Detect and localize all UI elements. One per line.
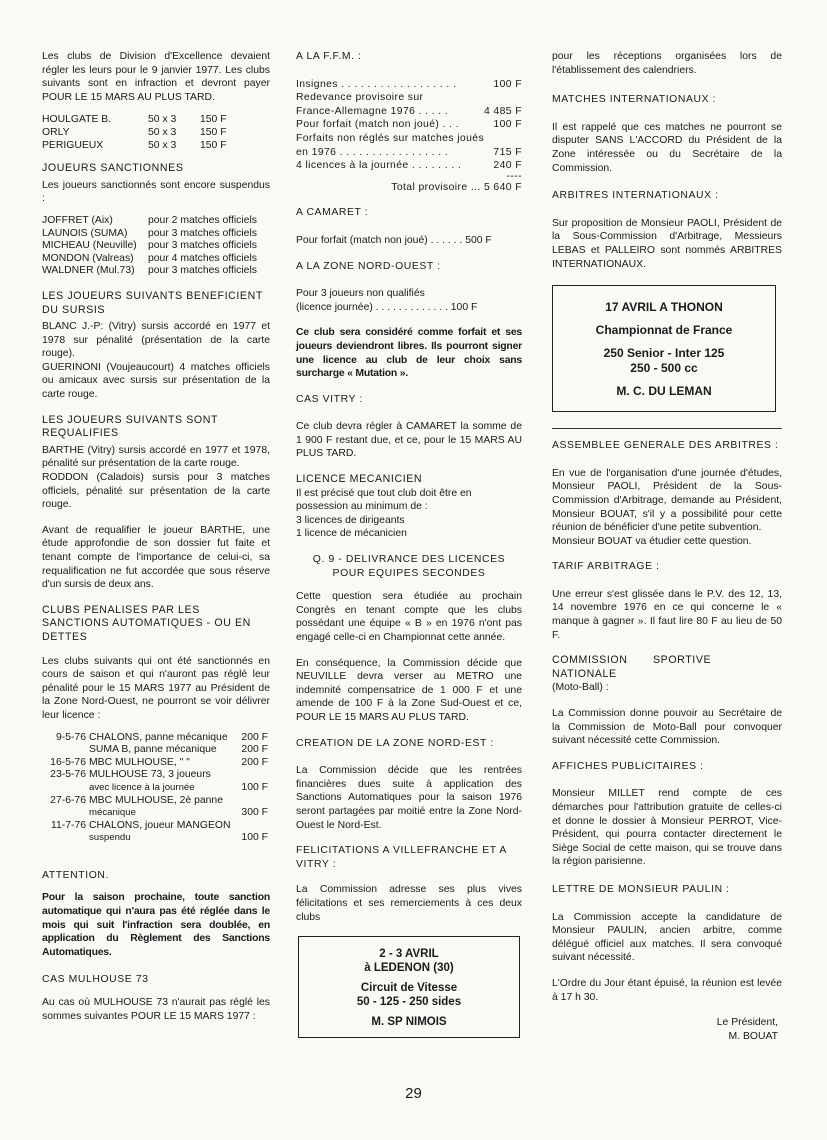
ffm-line-amount: 100 F [493, 119, 522, 131]
list-item [296, 78, 522, 92]
q9-paragraph-2: En conséquence, la Commission décide que NEUVILLE devra verser au METRO une indemnité compensatrice de 1 000 F et une amende de 100 F à la Zone Sud-Ouest et ce, POUR LE 15 MARS AU PLUS TARD. [296, 657, 522, 723]
penal-intro: Les clubs suivants qui ont été sanctionnés en cours de saison et qui n'auront pas réglé leur pénalité pour le 15 MARS 1977 au Président de la Zone Nord-Ouest, ne pourront se voir délivrer leur licence : [42, 655, 270, 721]
table-row [42, 820, 268, 833]
table-row [42, 215, 257, 228]
event-box-ledenon [298, 936, 520, 1038]
ffm-line-label: 4 licences à la journée . . . . . . . . [296, 160, 462, 172]
fine-club: ORLY [42, 126, 70, 138]
table-row [42, 253, 257, 266]
camaret-heading: A CAMARET : [296, 207, 369, 219]
table-row [42, 140, 242, 153]
penalty-amount: 300 F [241, 807, 268, 819]
ffm-line-label: Redevance provisoire sur [296, 92, 424, 104]
penalty-desc: SUMA B, panne mécanique [89, 744, 217, 756]
vitry-heading: CAS VITRY : [296, 393, 363, 405]
table-row [42, 757, 268, 770]
list-item [296, 91, 522, 105]
requal-paragraph-3: Avant de requalifier le joueur BARTHE, une étude approfondie de son dossier fut faite et tenant compte de l'importance de celui-ci, sa requalification ne fut accordée que sous réserve d'un sursis de deux ans. [42, 524, 270, 591]
signature [552, 1016, 782, 1043]
meca-line-1: Il est précisé que tout club doit être en possession au minimum de : [296, 487, 472, 513]
csn-heading [552, 654, 782, 681]
fine-amount: 150 F [200, 126, 227, 138]
creation-paragraph: La Commission décide que les rentrées financières dues suite à application des Sanctions Automatiques pour la saison 1976 seront partagées par moitié entre la Zone Nord-Ouest le Nord-Est. [296, 765, 522, 831]
table-row [42, 240, 257, 253]
penalty-date [42, 807, 89, 820]
intl-heading: MATCHES INTERNATIONAUX : [552, 94, 717, 106]
ffm-total-rule: ---- [506, 170, 522, 182]
arb-heading: ARBITRES INTERNATIONAUX : [552, 190, 719, 202]
requal-heading: LES JOUEURS SUIVANTS SONT REQUALIFIES [42, 413, 218, 440]
forfait-paragraph: Ce club sera considéré comme forfait et ses joueurs deviendront libres. Ils pourront signer une licence au club de leur choix sans surcharge « Mutation ». [296, 327, 522, 380]
ffm-line-label: Insignes . . . . . . . . . . . . . . . . . . [296, 78, 457, 90]
ffm-lines [296, 78, 522, 195]
sanction-player: JOFFRET (Aix) [42, 214, 113, 226]
penalty-desc: CHALONS, joueur MANGEON [89, 819, 231, 831]
aff-paragraph: Monsieur MILLET rend compte de ces démarches pour l'attribution gratuite de celles-ci et donne le dossier à Monsieur PERROT, Vice-Président, qui pourra contacter directement le Siège Social de cette maison, qui se trouve dans la région parisienne. [552, 788, 782, 868]
event-classes: 250 Senior - Inter 125 [603, 346, 725, 361]
arb-paragraph: Sur proposition de Monsieur PAOLI, Président de la Sous-Commission d'Arbitrage, Messieurs LEBAS et PALLEIRO sont nommés ARBITRES INTERNATIONAUX. [552, 217, 782, 270]
list-item [296, 105, 522, 119]
penalty-amount: 100 F [241, 781, 268, 793]
fine-club: PERIGUEUX [42, 139, 104, 151]
ffm-total: Total provisoire ... 5 640 F [391, 181, 522, 193]
meca-line-3: 1 licence de mécanicien [296, 528, 407, 540]
penalty-desc: MBC MULHOUSE, " " [89, 756, 190, 768]
event-date: 2 - 3 AVRIL [379, 948, 439, 961]
sanctions-table [42, 215, 257, 278]
list-item [296, 159, 522, 173]
page-number: 29 [405, 1085, 422, 1102]
event-place: à LEDENON (30) [364, 962, 454, 975]
sanction-player: LAUNOIS (SUMA) [42, 227, 128, 239]
penalty-date: 11-7-76 [50, 819, 86, 831]
table-row [42, 769, 268, 782]
zone-heading: A LA ZONE NORD-OUEST : [296, 260, 441, 272]
table-row [42, 807, 268, 820]
fine-calc: 50 x 3 [148, 114, 177, 126]
lettre-heading: LETTRE DE MONSIEUR PAULIN : [552, 883, 730, 895]
csn-heading-text: COMMISSION SPORTIVE NATIONALE [552, 654, 712, 680]
penalty-desc: avec licence à la journée [89, 781, 195, 793]
penalty-amount [234, 769, 268, 782]
ag-heading: ASSEMBLEE GENERALE DES ARBITRES : [552, 440, 779, 452]
event-organizer: M. C. DU LEMAN [616, 384, 712, 399]
attention-heading: ATTENTION. [42, 869, 109, 881]
event-championship: Championnat de France [595, 323, 733, 338]
sanction-penalty: pour 3 matches officiels [148, 240, 257, 252]
meca-line-2: 3 licences de dirigeants [296, 514, 405, 526]
column-left [42, 50, 270, 1032]
table-row [42, 782, 268, 795]
event-title: 17 AVRIL A THONON [605, 300, 723, 315]
sanction-player: WALDNER (Mul.73) [42, 265, 135, 277]
table-row [42, 228, 257, 241]
fine-calc: 50 x 3 [148, 139, 177, 151]
q9-paragraph-1: Cette question sera étudiée au prochain Congrès en tenant compte que les clubs possédant une équipe « B » en 1976 n'ont pas engagé celle-ci en Championnat cette année. [296, 591, 522, 643]
penalty-date: 23-5-76 [50, 769, 86, 781]
csn-paragraph: La Commission donne pouvoir au Secrétaire de la Commission de Moto-Ball pour convoquer suivant nécessité cette Commission. [552, 708, 782, 747]
penalty-amount: 200 F [241, 756, 268, 768]
penalty-date: 9-5-76 [55, 731, 86, 743]
penalty-amount: 200 F [241, 744, 268, 756]
mulhouse-heading: CAS MULHOUSE 73 [42, 974, 149, 986]
mulhouse-paragraph: Au cas où MULHOUSE 73 n'aurait pas réglé les sommes suivantes POUR LE 15 MARS 1977 : [42, 997, 270, 1022]
penalty-desc: MBC MULHOUSE, 2è panne [89, 794, 223, 806]
sursis-heading: LES JOUEURS SUIVANTS BENEFICIENT DU SURSIS [42, 289, 263, 316]
creation-heading: CREATION DE LA ZONE NORD-EST : [296, 737, 494, 749]
requal-paragraph-1: BARTHE (Vitry) sursis accordé en 1977 et 1978, pénalité sur présentation de la carte rouge. [42, 444, 270, 470]
event-classes: 50 - 125 - 250 sides [356, 996, 462, 1009]
list-item [296, 118, 522, 132]
column-middle [296, 50, 522, 1038]
penalties-table [42, 732, 268, 845]
intro-continuation: pour les réceptions organisées lors de l'établissement des calendriers. [552, 51, 782, 76]
sanction-player: MICHEAU (Neuville) [42, 240, 137, 252]
sursis-paragraph-1: BLANC J.-P: (Vitry) sursis accordé en 1977 et 1978 sur pénalité (présentation de la carte rouge). [42, 321, 270, 360]
penalty-date [42, 832, 89, 845]
table-row [42, 127, 242, 140]
event-box-thonon [552, 285, 776, 412]
event-type: Circuit de Vitesse [360, 982, 458, 995]
intl-paragraph: Il est rappelé que ces matches ne pourront se disputer SANS L'ACCORD du Président de la Zone intéressée ou du Secrétaire de la Commission. [552, 121, 782, 174]
event-organizer: M. SP NIMOIS [371, 1016, 447, 1029]
attention-paragraph: Pour la saison prochaine, toute sanction automatique qui n'aura pas été réglée dans le mois qui suit l'infraction sera doublée, en application du Règlement des Sanctions Automatiques. [42, 892, 270, 958]
sanction-penalty: pour 4 matches officiels [148, 252, 257, 264]
penalty-date: 27-6-76 [50, 794, 86, 806]
camaret-line: Pour forfait (match non joué) . . . . . . 500 F [296, 234, 492, 246]
requal-paragraph-2: RODDON (Caladois) sursis pour 3 matches officiels, pénalité sur présentation de la carte rouge. [42, 472, 270, 511]
penalty-desc: CHALONS, panne mécanique [89, 731, 228, 743]
penalty-amount [234, 795, 268, 808]
sanction-player: MONDON (Valreas) [42, 252, 134, 264]
ag-paragraph-2: Monsieur BOUAT va étudier cette question. [552, 535, 752, 547]
ffm-line-amount: 100 F [493, 78, 522, 90]
ffm-heading: A LA F.F.M. : [296, 51, 362, 62]
tarif-heading: TARIF ARBITRAGE : [552, 561, 660, 573]
sanction-penalty: pour 2 matches officiels [148, 214, 257, 226]
felic-heading: FELICITATIONS A VILLEFRANCHE ET A VITRY : [296, 845, 507, 870]
fines-table [42, 114, 242, 152]
table-row [42, 265, 257, 278]
sursis-paragraph-2: GUERINONI (Voujeaucourt) 4 matches officiels ou amicaux avec sursis sur présentation de la carte rouge. [42, 361, 270, 401]
signature-title: Le Président, [716, 1017, 778, 1029]
fine-club: HOULGATE B. [42, 114, 112, 126]
penalty-desc: MULHOUSE 73, 3 joueurs [89, 769, 211, 781]
penalty-amount [234, 820, 268, 833]
list-item [296, 132, 522, 146]
table-row [42, 732, 268, 745]
table-row [42, 744, 268, 757]
divider [552, 428, 782, 429]
ffm-line-label: Forfaits non réglés sur matches joués [296, 132, 485, 144]
intro-paragraph: Les clubs de Division d'Excellence devaient régler les leurs pour le 9 janvier 1977. Les clubs suivants sont en infraction et devront payer POUR LE 15 MARS AU PLUS TARD. [42, 51, 270, 103]
sanction-penalty: pour 3 matches officiels [148, 227, 257, 239]
ag-paragraph-1: En vue de l'organisation d'une journée d'études, Monsieur PAOLI, Président de la Sous-Commission d'Arbitrage, demande au Président, Monsieur BOUAT, s'il y a possibilité pour cette réunion de bénéficier d'une petite subvention. [552, 467, 782, 534]
ffm-line-label: Pour forfait (match non joué) . . . [296, 119, 459, 131]
q9-heading: Q. 9 - DELIVRANCE DES LICENCES POUR EQUIPES SECONDES [312, 554, 506, 579]
ffm-line-label: en 1976 . . . . . . . . . . . . . . . . . [296, 146, 449, 158]
sanction-heading: JOUEURS SANCTIONNES [42, 162, 184, 175]
table-row [42, 832, 268, 845]
column-right [552, 50, 782, 1043]
penalty-amount: 100 F [241, 832, 268, 844]
penalty-date: 16-5-76 [50, 756, 86, 768]
ffm-line-amount: 4 485 F [483, 105, 522, 117]
penalty-date [42, 782, 89, 795]
ffm-line-label: France-Allemagne 1976 . . . . . [296, 105, 449, 117]
ffm-line-amount: 715 F [493, 146, 522, 158]
penalty-date [42, 744, 89, 757]
aff-heading: AFFICHES PUBLICITAIRES : [552, 760, 704, 772]
felic-paragraph: La Commission adresse ses plus vives félicitations et ses remerciements à ces deux clubs [296, 884, 522, 923]
penal-heading: CLUBS PENALISES PAR LES SANCTIONS AUTOMATIQUES - OU EN DETTES [42, 603, 251, 643]
event-classes-2: 250 - 500 cc [630, 361, 698, 376]
sanction-intro: Les joueurs sanctionnés sont encore suspendus : [42, 179, 270, 205]
table-row [42, 114, 242, 127]
lettre-paragraph: La Commission accepte la candidature de Monsieur PAULIN, ancien arbitre, comme délégué officiel aux matches. Il sera convoqué suivant nécessité. [552, 911, 782, 964]
fine-calc: 50 x 3 [148, 126, 177, 138]
vitry-paragraph: Ce club devra régler à CAMARET la somme de 1 900 F restant due, et ce, pour le 15 MARS AU PLUS TARD. [296, 421, 522, 460]
penalty-desc: mécanique [89, 807, 136, 819]
closing-paragraph: L'Ordre du Jour étant épuisé, la réunion est levée à 17 h 30. [552, 977, 782, 1003]
signature-name: M. BOUAT [728, 1030, 778, 1042]
list-item [296, 146, 522, 160]
table-row [42, 795, 268, 808]
sanction-penalty: pour 3 matches officiels [148, 265, 257, 277]
fine-amount: 150 F [200, 139, 227, 151]
penalty-desc: suspendu [89, 832, 131, 844]
zone-line-2: (licence journée) . . . . . . . . . . . . . 100 F [296, 301, 478, 313]
zone-line-1: Pour 3 joueurs non qualifiés [296, 288, 425, 300]
fine-amount: 150 F [200, 114, 227, 126]
tarif-paragraph: Une erreur s'est glissée dans le P.V. des 12, 13, 14 novembre 1976 en ce qui concerne le « manque à gagner ». Il faut lire 80 F au lieu de 50 F. [552, 588, 782, 641]
penalty-amount: 200 F [241, 731, 268, 743]
meca-heading: LICENCE MECANICIEN [296, 473, 423, 486]
ffm-line-amount: 240 F [493, 160, 522, 172]
csn-subheading: (Moto-Ball) : [552, 682, 609, 694]
